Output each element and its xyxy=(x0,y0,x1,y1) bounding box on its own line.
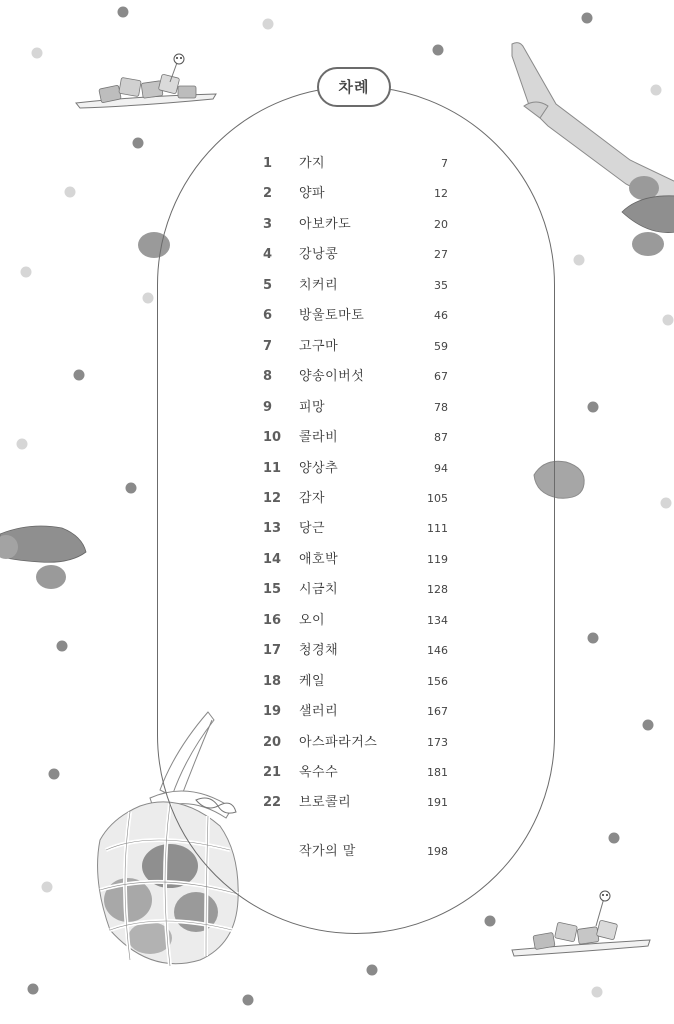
chapter-number: 17 xyxy=(263,643,282,659)
chapter-title: 아스파라거스 xyxy=(299,734,378,750)
chapter-number: 22 xyxy=(263,795,282,811)
chapter-title: 콜라비 xyxy=(299,430,339,446)
chapter-page: 35 xyxy=(434,278,448,292)
chapter-number: 12 xyxy=(263,490,282,506)
chapter-number: 13 xyxy=(263,521,282,537)
toc-entry-11[interactable] xyxy=(260,458,450,480)
chapter-number: 9 xyxy=(263,399,273,415)
toc-entry-17[interactable] xyxy=(260,640,450,662)
chapter-title: 샐러리 xyxy=(299,704,339,720)
chapter-number: 7 xyxy=(263,338,273,354)
chapter-title: 애호박 xyxy=(299,551,339,567)
chapter-number: 10 xyxy=(263,430,282,446)
chapter-page: 181 xyxy=(427,766,448,779)
chapter-title: 케일 xyxy=(299,673,326,689)
chapter-page: 146 xyxy=(427,644,448,658)
chapter-number: 14 xyxy=(263,551,282,567)
chapter-title: 치커리 xyxy=(299,277,339,293)
toc-entry-20[interactable] xyxy=(260,732,450,754)
chapter-title: 방울토마토 xyxy=(299,308,365,324)
chapter-page: 156 xyxy=(427,674,448,688)
chapter-page: 198 xyxy=(427,845,448,858)
toc-entry-13[interactable] xyxy=(260,518,450,540)
toc-entry-afterword[interactable] xyxy=(260,841,450,863)
chapter-title: 감자 xyxy=(299,490,326,506)
toc-entry-22[interactable] xyxy=(260,792,450,814)
chapter-title: 아보카도 xyxy=(299,216,352,232)
page-title: 차례 xyxy=(317,67,391,107)
chapter-page: 7 xyxy=(441,157,448,170)
chapter-page: 173 xyxy=(427,735,448,749)
chapter-number: 20 xyxy=(263,734,282,750)
chapter-title: 양파 xyxy=(299,186,326,202)
chapter-page: 78 xyxy=(434,400,448,414)
chapter-number: 6 xyxy=(263,308,273,324)
toc-entry-4[interactable] xyxy=(260,244,450,266)
chapter-title: 브로콜리 xyxy=(299,795,352,811)
chapter-number: 4 xyxy=(263,247,273,263)
chapter-page: 94 xyxy=(434,461,448,475)
toc-entry-6[interactable] xyxy=(260,305,450,327)
chapter-number: 21 xyxy=(263,765,282,780)
toc-entry-3[interactable] xyxy=(260,214,450,236)
toc-entry-18[interactable] xyxy=(260,671,450,693)
chapter-title: 고구마 xyxy=(299,338,339,354)
chapter-number: 2 xyxy=(263,186,273,202)
chapter-number: 19 xyxy=(263,704,282,720)
chapter-page: 20 xyxy=(434,217,448,231)
toc-entry-2[interactable] xyxy=(260,183,450,205)
chapter-number: 1 xyxy=(263,156,273,171)
chapter-page: 119 xyxy=(427,552,448,566)
chapter-number: 8 xyxy=(263,369,273,385)
toc-entry-12[interactable] xyxy=(260,488,450,510)
chapter-number: 15 xyxy=(263,582,282,598)
chapter-page: 87 xyxy=(434,431,448,445)
toc-entry-9[interactable] xyxy=(260,397,450,419)
chapter-number: 11 xyxy=(263,460,282,476)
toc-entry-16[interactable] xyxy=(260,610,450,632)
chapter-title: 양송이버섯 xyxy=(299,369,365,385)
toc-entry-7[interactable] xyxy=(260,336,450,358)
chapter-title: 당근 xyxy=(299,521,326,537)
toc-entry-1[interactable] xyxy=(260,153,450,175)
toc-entry-10[interactable] xyxy=(260,427,450,449)
chapter-page: 12 xyxy=(434,187,448,201)
chapter-title: 시금치 xyxy=(299,582,339,598)
chapter-title: 작가의 말 xyxy=(299,844,356,859)
chapter-page: 167 xyxy=(427,705,448,719)
chapter-title: 청경채 xyxy=(299,643,339,659)
chapter-page: 46 xyxy=(434,309,448,323)
chapter-number: 18 xyxy=(263,673,282,689)
chapter-page: 134 xyxy=(427,613,448,627)
chapter-title: 옥수수 xyxy=(299,765,339,780)
chapter-page: 111 xyxy=(427,522,448,536)
chapter-title: 오이 xyxy=(299,612,326,628)
chapter-title: 가지 xyxy=(299,156,326,171)
toc-entry-14[interactable] xyxy=(260,549,450,571)
chapter-page: 59 xyxy=(434,339,448,353)
chapter-page: 67 xyxy=(434,370,448,384)
chapter-page: 128 xyxy=(427,583,448,597)
chapter-number: 16 xyxy=(263,612,282,628)
toc-entry-19[interactable] xyxy=(260,701,450,723)
toc-entry-21[interactable] xyxy=(260,762,450,784)
toc-entry-5[interactable] xyxy=(260,275,450,297)
chapter-title: 양상추 xyxy=(299,460,339,476)
chapter-page: 27 xyxy=(434,248,448,262)
chapter-number: 3 xyxy=(263,216,273,232)
toc-entry-8[interactable] xyxy=(260,366,450,388)
chapter-page: 105 xyxy=(427,491,448,505)
chapter-number: 5 xyxy=(263,277,273,293)
chapter-page: 191 xyxy=(427,796,448,810)
toc-entry-15[interactable] xyxy=(260,579,450,601)
chapter-title: 강낭콩 xyxy=(299,247,339,263)
chapter-title: 피망 xyxy=(299,399,326,415)
